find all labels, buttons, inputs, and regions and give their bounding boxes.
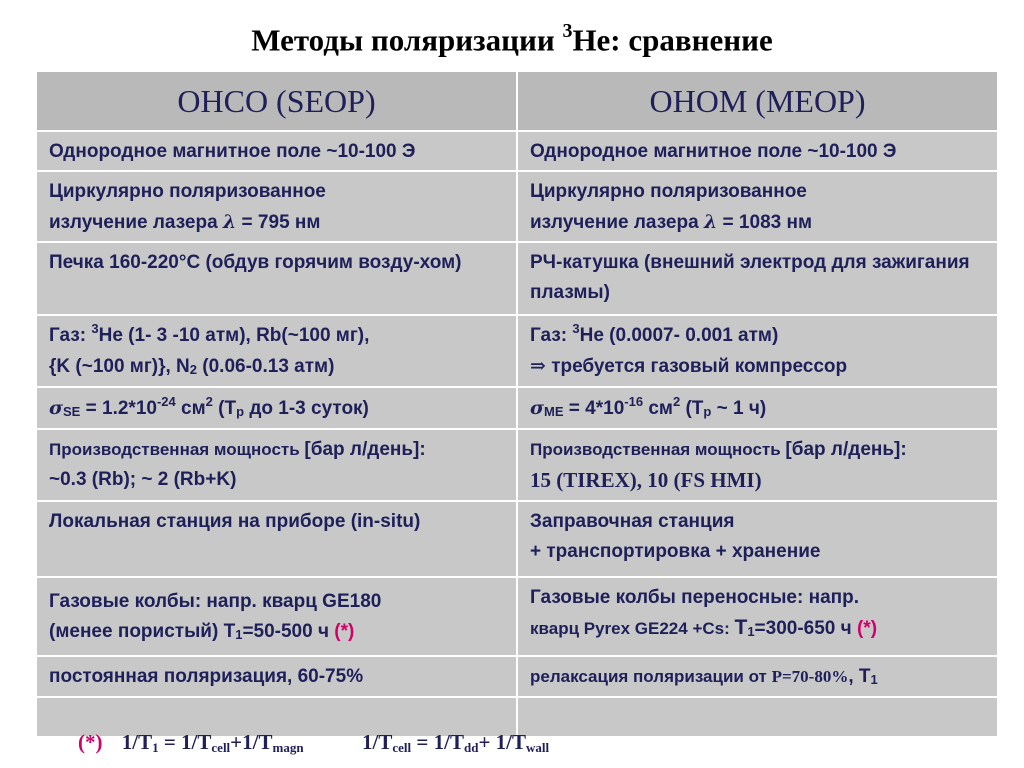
cell-oven-seop: Печка 160-220°С (обдув горячим возду-хом): [36, 242, 517, 315]
table-row: [36, 501, 998, 577]
table-row: [36, 131, 998, 171]
table-row: [36, 577, 998, 656]
header-meop: ОНОМ (MEOP): [517, 71, 998, 131]
cell-laser-meop: Циркулярно поляризованное излучение лазера λ = 1083 нм: [517, 171, 998, 242]
cell-gas-seop: Газ: $^3$He (1- 3 -10 атм), Rb(~100 мг), {K (~100 мг)}, $N_2$ (0.06-0.13 атм): [36, 315, 517, 387]
cell-cells-seop: Газовые колбы: напр. кварц GE180 (менее пористый) $T_1=50-500$ ч (*): [36, 577, 517, 656]
cell-laser-seop: Циркулярно поляризованное излучение лазера λ = 795 нм: [36, 171, 517, 242]
cell-polarization-seop: постоянная поляризация, 60-75%: [36, 656, 517, 697]
cell-cells-meop: Газовые колбы переносные: напр. кварц Pyrex GE224 +Cs: $T_1=300-650$ ч (*): [517, 577, 998, 656]
implies-arrow-icon: ⇒: [530, 356, 546, 377]
cell-rf-coil-meop: РЧ-катушка (внешний электрод для зажигания плазмы): [517, 242, 998, 315]
footnote: (*) $1/T_1 = 1/T_{cell}+1/T_{magn}$ $1/T_{cell} = 1/T_{dd}+ 1/T_{wall}$: [78, 730, 550, 755]
empty-cell: [517, 697, 998, 737]
header-seop: ОНСО (SEOP): [36, 71, 517, 131]
footnote-marker: (*): [856, 618, 878, 639]
table-row: [36, 242, 998, 315]
cell-polarization-meop: релаксация поляризации от P=70-80%, $T_1$: [517, 656, 998, 697]
cell-cross-section-meop: $\sigma_{ME} = 4*10^{-16}$ $см^2$ ($T_p$ ~ 1 ч): [517, 387, 998, 429]
table-row: [36, 656, 998, 697]
cell-station-meop: Заправочная станция + транспортировка + хранение: [517, 501, 998, 577]
cell-cross-section-seop: $\sigma_{SE} = 1.2*10^{-24}$ $см^2$ ($T_p$ до 1-3 суток): [36, 387, 517, 429]
footnote-marker: (*): [334, 621, 355, 642]
table-row: [36, 387, 998, 429]
table-row: [36, 171, 998, 242]
cell-production-seop: Производственная мощность [бар л/день]: ~0.3 (Rb); ~ 2 (Rb+K): [36, 429, 517, 501]
cell-magnetic-field-meop: Однородное магнитное поле ~10-100 Э: [517, 131, 998, 171]
comparison-table: [35, 70, 999, 738]
cell-gas-meop: Газ: $^3$He (0.0007- 0.001 атм) ⇒ требуется газовый компрессор: [517, 315, 998, 387]
slide-title: Методы поляризации $^3$He: сравнение: [251, 20, 773, 58]
table-row: [36, 315, 998, 387]
table-header-row: [36, 71, 998, 131]
cell-production-meop: Производственная мощность [бар л/день]: 15 (TIREX), 10 (FS HMI): [517, 429, 998, 501]
footnote-marker: (*): [78, 730, 103, 754]
table-row: [36, 429, 998, 501]
cell-magnetic-field-seop: Однородное магнитное поле ~10-100 Э: [36, 131, 517, 171]
cell-station-seop: Локальная станция на приборе (in-situ): [36, 501, 517, 577]
